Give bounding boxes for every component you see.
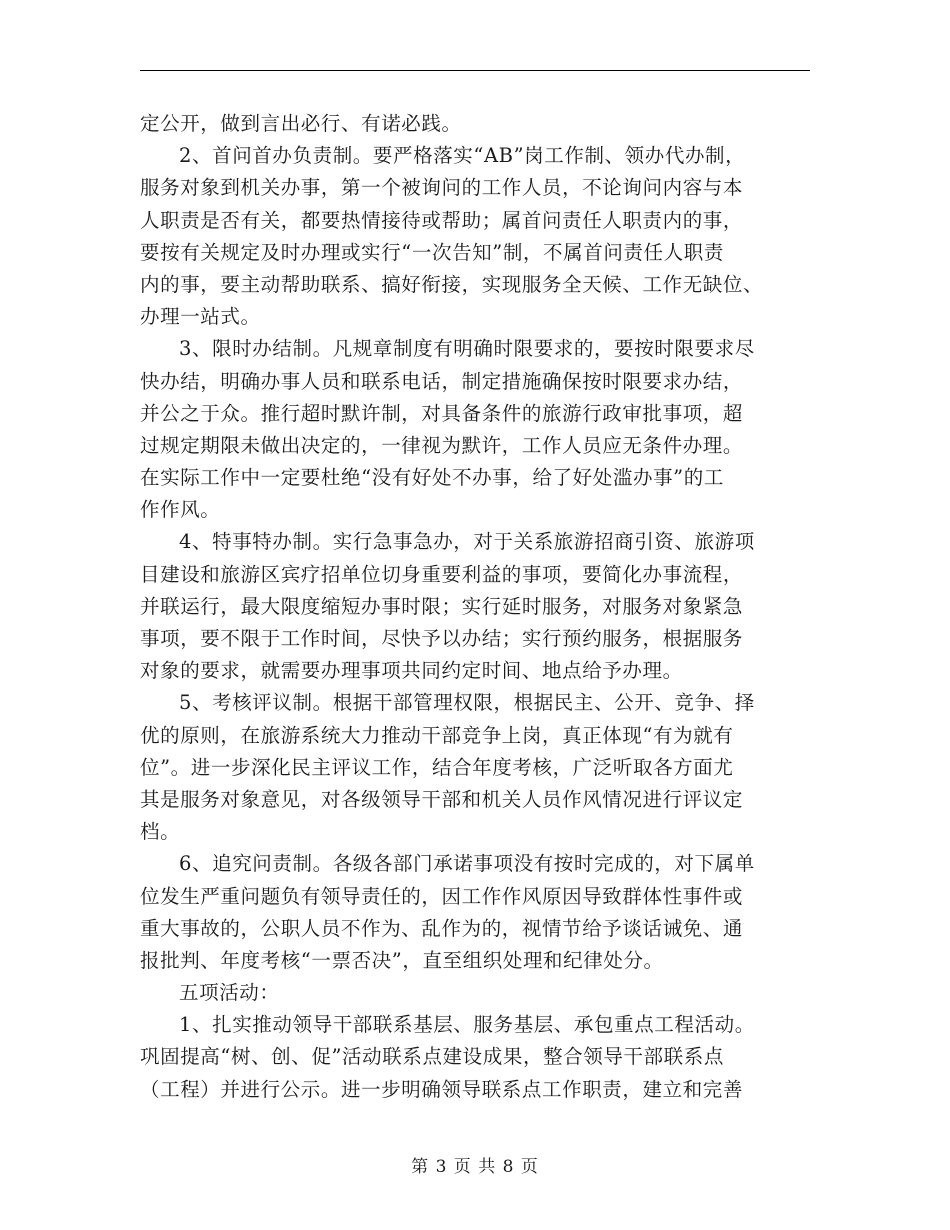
section-heading: 五项活动： bbox=[179, 981, 280, 1005]
text-line: （工程）并进行公示。进一步明确领导联系点工作职责，建立和完善 bbox=[140, 1077, 744, 1101]
paragraph-start-line: 5、考核评议制。根据干部管理权限，根据民主、公开、竞争、择 bbox=[179, 691, 755, 715]
text-line: 要按有关规定及时办理或实行“一次告知”制，不属首问责任人职责 bbox=[140, 240, 724, 264]
paragraph-start-line: 3、限时办结制。凡规章制度有明确时限要求的，要按时限要求尽 bbox=[179, 337, 755, 361]
text-line: 巩固提高“树、创、促”活动联系点建设成果，整合领导干部联系点 bbox=[140, 1045, 724, 1069]
text-line: 在实际工作中一定要杜绝“没有好处不办事，给了好处滥办事”的工 bbox=[140, 466, 724, 490]
text-line: 档。 bbox=[140, 820, 181, 844]
text-line: 定公开，做到言出必行、有诺必践。 bbox=[140, 112, 462, 135]
header-rule bbox=[140, 70, 810, 71]
text-line: 位”。进一步深化民主评议工作，结合年度考核，广泛听取各方面尤 bbox=[140, 755, 734, 779]
text-line: 对象的要求，就需要办理事项共同约定时间、地点给予办理。 bbox=[140, 659, 683, 683]
page-footer: 第 3 页 共 8 页 bbox=[411, 1157, 539, 1177]
paragraph-start-line: 6、追究问责制。各级各部门承诺事项没有按时完成的，对下属单 bbox=[179, 852, 755, 876]
text-line: 并联运行，最大限度缩短办事时限；实行延时服务，对服务对象紧急 bbox=[140, 594, 744, 618]
paragraph-start-line: 1、扎实推动领导干部联系基层、服务基层、承包重点工程活动。 bbox=[179, 1013, 755, 1037]
text-line: 人职责是否有关，都要热情接待或帮助；属首问责任人职责内的事， bbox=[140, 208, 744, 232]
text-line: 报批判、年度考核“一票否决”，直至组织处理和纪律处分。 bbox=[140, 948, 664, 972]
text-line: 办理一站式。 bbox=[140, 305, 261, 329]
paragraph-start-line: 4、特事特办制。实行急事急办，对于关系旅游招商引资、旅游项 bbox=[179, 530, 755, 554]
text-line: 事项，要不限于工作时间，尽快予以办结；实行预约服务，根据服务 bbox=[140, 627, 744, 650]
text-line: 并公之于众。推行超时默许制，对具备条件的旅游行政审批事项，超 bbox=[140, 401, 744, 425]
document-body bbox=[140, 108, 820, 1106]
text-line: 其是服务对象意见，对各级领导干部和机关人员作风情况进行评议定 bbox=[140, 787, 744, 811]
text-line: 作作风。 bbox=[140, 498, 221, 522]
text-line: 重大事故的，公职人员不作为、乱作为的，视情节给予谈话诫免、通 bbox=[140, 916, 744, 940]
text-line: 目建设和旅游区宾疗招单位切身重要利益的事项，要简化办事流程， bbox=[140, 562, 744, 586]
text-line: 位发生严重问题负有领导责任的，因工作作风原因导致群体性事件或 bbox=[140, 884, 744, 908]
paragraph-start-line: 2、首问首办负责制。要严格落实“AB”岗工作制、领办代办制， bbox=[179, 144, 746, 168]
text-line: 服务对象到机关办事，第一个被询问的工作人员，不论询问内容与本 bbox=[140, 176, 744, 200]
text-line: 快办结，明确办事人员和联系电话，制定措施确保按时限要求办结， bbox=[140, 369, 744, 393]
text-line: 过规定期限未做出决定的，一律视为默许，工作人员应无条件办理。 bbox=[140, 433, 744, 457]
text-line: 内的事，要主动帮助联系、搞好衔接，实现服务全天候、工作无缺位、 bbox=[140, 272, 764, 296]
text-line: 优的原则，在旅游系统大力推动干部竞争上岗，真正体现“有为就有 bbox=[140, 723, 734, 747]
